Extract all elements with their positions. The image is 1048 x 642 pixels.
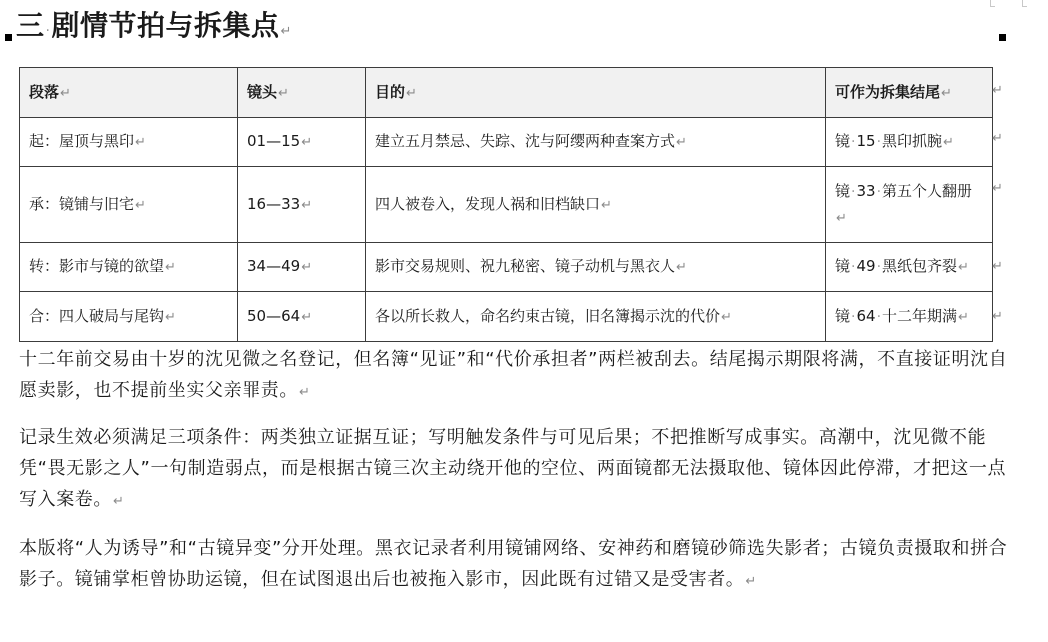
header-shots: 镜头↵ — [238, 68, 366, 118]
table-row — [20, 243, 993, 292]
table-row — [20, 167, 993, 243]
margin-bullet — [999, 34, 1006, 41]
cell-purpose: 建立五月禁忌、失踪、沈与阿缨两种查案方式↵ — [366, 118, 826, 167]
row-end-mark: ↵ — [992, 181, 1003, 196]
section-number: 三 — [16, 9, 45, 42]
page-corner-mark-left — [990, 0, 995, 7]
cell-segment: 转：影市与镜的欲望↵ — [20, 243, 238, 292]
table-header-row — [20, 68, 993, 118]
header-segment: 段落↵ — [20, 68, 238, 118]
cell-shots: 01—15↵ — [238, 118, 366, 167]
paragraph-mark: ↵ — [280, 24, 292, 39]
heading-bullet — [5, 34, 12, 41]
cell-ending: 镜·64·十二年期满↵ — [826, 292, 993, 342]
cell-segment: 起：屋顶与黑印↵ — [20, 118, 238, 167]
cell-purpose: 各以所长救人，命名约束古镜，旧名簿揭示沈的代价↵ — [366, 292, 826, 342]
row-end-mark: ↵ — [992, 259, 1003, 274]
table-row — [20, 118, 993, 167]
table-row — [20, 292, 993, 342]
body-paragraph: 十二年前交易由十岁的沈见微之名登记，但名簿“见证”和“代价承担者”两栏被刮去。结尾揭示期限将满，不直接证明沈自愿卖影，也不提前坐实父亲罪责。↵ — [19, 349, 1008, 401]
page-corner-mark-right — [1022, 0, 1027, 7]
header-episode-ending: 可作为拆集结尾↵ — [826, 68, 993, 118]
cell-ending: 镜·49·黑纸包齐裂↵ — [826, 243, 993, 292]
cell-shots: 50—64↵ — [238, 292, 366, 342]
cell-segment: 合：四人破局与尾钩↵ — [20, 292, 238, 342]
body-paragraph: 记录生效必须满足三项条件：两类独立证据互证；写明触发条件与可见后果；不把推断写成事实。高潮中，沈见微不能凭“畏无影之人”一句制造弱点，而是根据古镜三次主动绕开他的空位、两面镜都无法摄取他、镜体因此停滞，才把这一点写入案卷。↵ — [19, 427, 1007, 510]
row-end-mark: ↵ — [992, 83, 1003, 98]
cell-segment: 承：镜铺与旧宅↵ — [20, 167, 238, 243]
body-paragraph: 本版将“人为诱导”和“古镜异变”分开处理。黑衣记录者利用镜铺网络、安神药和磨镜砂筛选失影者；古镜负责摄取和拼合影子。镜铺掌柜曾协助运镜，但在试图退出后也被拖入影市，因此既有过错又是受害者。↵ — [19, 538, 1008, 590]
beats-table — [19, 67, 993, 342]
row-end-mark: ↵ — [992, 309, 1003, 324]
cell-shots: 16—33↵ — [238, 167, 366, 243]
section-heading — [16, 6, 292, 52]
cell-ending: 镜·33·第五个人翻册↵ — [826, 167, 993, 243]
cell-purpose: 影市交易规则、祝九秘密、镜子动机与黑衣人↵ — [366, 243, 826, 292]
cell-ending: 镜·15·黑印抓腕↵ — [826, 118, 993, 167]
header-purpose: 目的↵ — [366, 68, 826, 118]
section-title: 剧情节拍与拆集点 — [51, 9, 280, 42]
cell-purpose: 四人被卷入，发现人祸和旧档缺口↵ — [366, 167, 826, 243]
row-end-mark: ↵ — [992, 131, 1003, 146]
cell-shots: 34—49↵ — [238, 243, 366, 292]
space-mark: · — [45, 23, 51, 39]
